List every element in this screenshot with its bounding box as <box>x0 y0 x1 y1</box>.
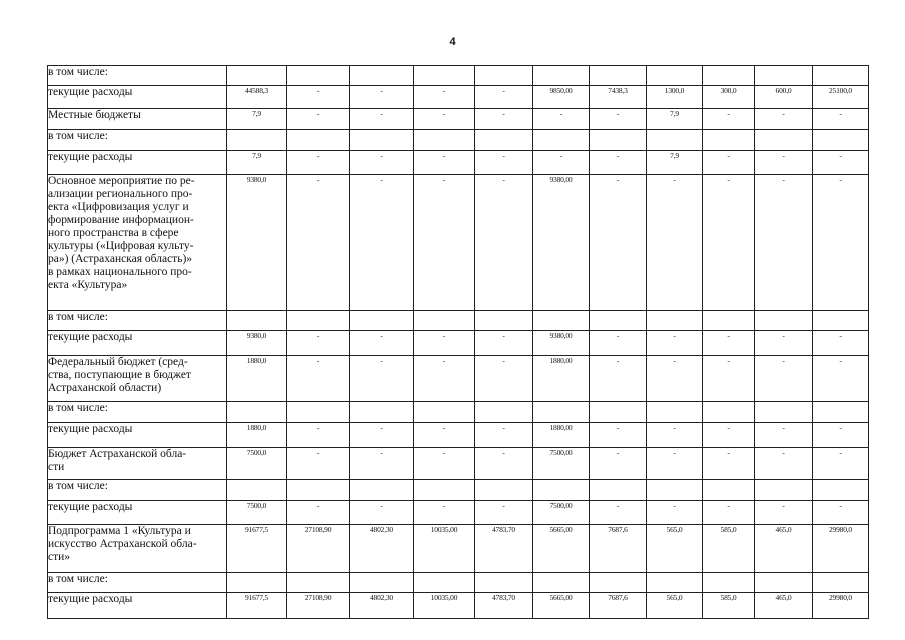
value-cell <box>533 66 590 86</box>
value-cell: - <box>350 423 414 448</box>
row-label: в том числе: <box>48 130 227 151</box>
table-row <box>48 130 869 151</box>
table-row <box>48 331 869 356</box>
value-cell <box>475 311 533 331</box>
value-cell: - <box>813 331 869 356</box>
value-cell: 7438,3 <box>590 86 647 109</box>
value-cell: - <box>703 151 755 175</box>
value-cell: 27108,90 <box>287 593 350 619</box>
value-cell: - <box>703 423 755 448</box>
value-cell <box>287 480 350 501</box>
value-cell <box>755 130 813 151</box>
value-cell: - <box>350 151 414 175</box>
value-cell <box>590 402 647 423</box>
row-label: в том числе: <box>48 311 227 331</box>
value-cell: - <box>414 151 475 175</box>
value-cell: - <box>350 86 414 109</box>
value-cell: 91677,5 <box>227 593 287 619</box>
value-cell <box>703 66 755 86</box>
value-cell <box>475 573 533 593</box>
value-cell <box>703 480 755 501</box>
value-cell: - <box>703 448 755 480</box>
table-row <box>48 86 869 109</box>
value-cell: - <box>590 356 647 402</box>
table-row <box>48 66 869 86</box>
table-row <box>48 356 869 402</box>
value-cell <box>590 66 647 86</box>
value-cell <box>647 66 703 86</box>
value-cell: 29980,0 <box>813 525 869 573</box>
value-cell: - <box>813 175 869 311</box>
value-cell <box>813 66 869 86</box>
value-cell: - <box>533 151 590 175</box>
value-cell: - <box>647 423 703 448</box>
value-cell: - <box>590 109 647 130</box>
value-cell: - <box>590 423 647 448</box>
value-cell: 29980,0 <box>813 593 869 619</box>
value-cell <box>755 402 813 423</box>
value-cell <box>590 573 647 593</box>
budget-table <box>47 65 869 619</box>
value-cell <box>813 130 869 151</box>
value-cell: 7687,6 <box>590 525 647 573</box>
value-cell <box>287 311 350 331</box>
value-cell: 9380,00 <box>533 331 590 356</box>
value-cell <box>475 402 533 423</box>
value-cell: 27108,90 <box>287 525 350 573</box>
value-cell <box>350 573 414 593</box>
value-cell <box>227 130 287 151</box>
value-cell <box>475 480 533 501</box>
value-cell <box>703 573 755 593</box>
value-cell <box>647 573 703 593</box>
value-cell: 9380,00 <box>533 175 590 311</box>
table-row <box>48 423 869 448</box>
value-cell <box>647 480 703 501</box>
row-label: текущие расходы <box>48 151 227 175</box>
value-cell <box>647 402 703 423</box>
value-cell: - <box>703 175 755 311</box>
table-row <box>48 480 869 501</box>
value-cell: - <box>287 448 350 480</box>
value-cell: - <box>813 448 869 480</box>
value-cell: 1300,0 <box>647 86 703 109</box>
value-cell: 44588,3 <box>227 86 287 109</box>
value-cell <box>703 130 755 151</box>
value-cell <box>703 311 755 331</box>
value-cell: 585,0 <box>703 593 755 619</box>
value-cell: 9850,00 <box>533 86 590 109</box>
value-cell <box>227 311 287 331</box>
table-row <box>48 311 869 331</box>
value-cell: 7687,6 <box>590 593 647 619</box>
value-cell: - <box>813 501 869 525</box>
value-cell: - <box>813 423 869 448</box>
value-cell: 7,9 <box>647 151 703 175</box>
value-cell <box>475 130 533 151</box>
page-number: 4 <box>449 36 456 48</box>
value-cell <box>533 311 590 331</box>
value-cell: - <box>414 175 475 311</box>
value-cell: - <box>647 448 703 480</box>
value-cell: 1880,00 <box>533 423 590 448</box>
value-cell: - <box>475 151 533 175</box>
table-row <box>48 109 869 130</box>
value-cell: - <box>350 331 414 356</box>
value-cell <box>755 66 813 86</box>
value-cell: - <box>755 501 813 525</box>
value-cell <box>227 402 287 423</box>
value-cell: - <box>755 151 813 175</box>
table-row <box>48 525 869 573</box>
row-label: в том числе: <box>48 480 227 501</box>
row-label: Местные бюджеты <box>48 109 227 130</box>
value-cell <box>414 402 475 423</box>
value-cell <box>755 573 813 593</box>
value-cell: - <box>287 151 350 175</box>
value-cell: 1880,0 <box>227 423 287 448</box>
value-cell <box>414 573 475 593</box>
value-cell: - <box>755 448 813 480</box>
value-cell <box>414 480 475 501</box>
value-cell: - <box>647 501 703 525</box>
value-cell: 7500,0 <box>227 448 287 480</box>
table-row <box>48 501 869 525</box>
value-cell <box>755 311 813 331</box>
value-cell: - <box>414 423 475 448</box>
value-cell: 4783,70 <box>475 525 533 573</box>
value-cell: 7,9 <box>227 151 287 175</box>
value-cell <box>350 130 414 151</box>
value-cell: 7500,0 <box>227 501 287 525</box>
value-cell: - <box>414 86 475 109</box>
table-row <box>48 593 869 619</box>
value-cell: - <box>287 331 350 356</box>
value-cell <box>414 130 475 151</box>
row-label: Подпрограмма 1 «Культура и искусство Астраханской обла- сти» <box>48 525 227 573</box>
value-cell <box>813 402 869 423</box>
value-cell: - <box>813 151 869 175</box>
value-cell: - <box>414 356 475 402</box>
value-cell: 5665,00 <box>533 525 590 573</box>
value-cell: - <box>590 501 647 525</box>
value-cell: - <box>475 331 533 356</box>
value-cell <box>813 311 869 331</box>
value-cell: - <box>350 356 414 402</box>
value-cell <box>350 402 414 423</box>
value-cell <box>590 480 647 501</box>
value-cell: 465,0 <box>755 593 813 619</box>
value-cell: - <box>350 175 414 311</box>
value-cell: 565,0 <box>647 525 703 573</box>
value-cell <box>813 573 869 593</box>
value-cell: 1880,00 <box>533 356 590 402</box>
row-label: текущие расходы <box>48 86 227 109</box>
value-cell: - <box>703 331 755 356</box>
value-cell <box>647 311 703 331</box>
value-cell: - <box>414 448 475 480</box>
value-cell: - <box>287 501 350 525</box>
row-label: в том числе: <box>48 573 227 593</box>
value-cell: 585,0 <box>703 525 755 573</box>
value-cell: 565,0 <box>647 593 703 619</box>
value-cell <box>590 311 647 331</box>
value-cell <box>590 130 647 151</box>
value-cell: - <box>287 109 350 130</box>
value-cell: - <box>414 501 475 525</box>
value-cell: - <box>475 423 533 448</box>
value-cell <box>703 402 755 423</box>
table-row <box>48 573 869 593</box>
value-cell: 7,9 <box>227 109 287 130</box>
value-cell <box>350 311 414 331</box>
value-cell: 600,0 <box>755 86 813 109</box>
row-label: Основное мероприятие по ре- ализации регионального про- екта «Цифровизация услуг и формирование информацион- ного пространства в сфере культуры («Цифровая культу- ра») (Астраханская область)» в рамках национального про- екта «Культура» <box>48 175 227 311</box>
value-cell: - <box>590 331 647 356</box>
value-cell: - <box>703 501 755 525</box>
row-label: Бюджет Астраханской обла- сти <box>48 448 227 480</box>
value-cell: - <box>590 151 647 175</box>
value-cell: - <box>703 109 755 130</box>
value-cell <box>287 130 350 151</box>
value-cell: - <box>350 109 414 130</box>
value-cell <box>287 66 350 86</box>
row-label: Федеральный бюджет (сред- ства, поступающие в бюджет Астраханской области) <box>48 356 227 402</box>
value-cell: - <box>755 331 813 356</box>
value-cell <box>227 66 287 86</box>
value-cell <box>350 480 414 501</box>
value-cell: - <box>475 109 533 130</box>
value-cell <box>350 66 414 86</box>
value-cell <box>533 573 590 593</box>
table-row <box>48 151 869 175</box>
value-cell: 7500,00 <box>533 448 590 480</box>
value-cell: - <box>813 109 869 130</box>
table-row <box>48 175 869 311</box>
value-cell: 4802,30 <box>350 593 414 619</box>
value-cell <box>647 130 703 151</box>
value-cell <box>533 480 590 501</box>
value-cell: - <box>590 448 647 480</box>
value-cell: 5665,00 <box>533 593 590 619</box>
value-cell <box>227 480 287 501</box>
value-cell <box>533 402 590 423</box>
value-cell: - <box>813 356 869 402</box>
value-cell: - <box>647 331 703 356</box>
value-cell: 4802,30 <box>350 525 414 573</box>
value-cell: - <box>590 175 647 311</box>
value-cell: - <box>703 356 755 402</box>
value-cell: - <box>475 86 533 109</box>
value-cell: - <box>533 109 590 130</box>
value-cell: 9380,0 <box>227 175 287 311</box>
value-cell: 300,0 <box>703 86 755 109</box>
value-cell <box>533 130 590 151</box>
value-cell: - <box>287 86 350 109</box>
value-cell: 91677,5 <box>227 525 287 573</box>
value-cell: - <box>287 423 350 448</box>
table-row <box>48 448 869 480</box>
value-cell: - <box>755 423 813 448</box>
row-label: текущие расходы <box>48 501 227 525</box>
value-cell: - <box>755 175 813 311</box>
row-label: текущие расходы <box>48 331 227 356</box>
value-cell <box>414 66 475 86</box>
row-label: текущие расходы <box>48 423 227 448</box>
value-cell: 465,0 <box>755 525 813 573</box>
value-cell: 4783,70 <box>475 593 533 619</box>
value-cell: - <box>350 448 414 480</box>
row-label: в том числе: <box>48 402 227 423</box>
value-cell: - <box>475 448 533 480</box>
row-label: в том числе: <box>48 66 227 86</box>
value-cell <box>414 311 475 331</box>
row-label: текущие расходы <box>48 593 227 619</box>
value-cell: - <box>755 109 813 130</box>
value-cell: 10035,00 <box>414 593 475 619</box>
value-cell: - <box>475 356 533 402</box>
value-cell: 10035,00 <box>414 525 475 573</box>
value-cell <box>755 480 813 501</box>
table-row <box>48 402 869 423</box>
value-cell <box>287 402 350 423</box>
value-cell <box>475 66 533 86</box>
value-cell: - <box>647 175 703 311</box>
value-cell: 7500,00 <box>533 501 590 525</box>
value-cell: - <box>475 175 533 311</box>
value-cell <box>813 480 869 501</box>
table-body <box>48 66 869 619</box>
value-cell: - <box>414 109 475 130</box>
value-cell: - <box>755 356 813 402</box>
value-cell <box>227 573 287 593</box>
value-cell: 9380,0 <box>227 331 287 356</box>
value-cell: - <box>647 356 703 402</box>
value-cell: - <box>287 356 350 402</box>
value-cell: - <box>287 175 350 311</box>
value-cell: - <box>414 331 475 356</box>
value-cell <box>287 573 350 593</box>
value-cell: 25100,0 <box>813 86 869 109</box>
value-cell: - <box>475 501 533 525</box>
value-cell: 7,9 <box>647 109 703 130</box>
value-cell: 1880,0 <box>227 356 287 402</box>
value-cell: - <box>350 501 414 525</box>
